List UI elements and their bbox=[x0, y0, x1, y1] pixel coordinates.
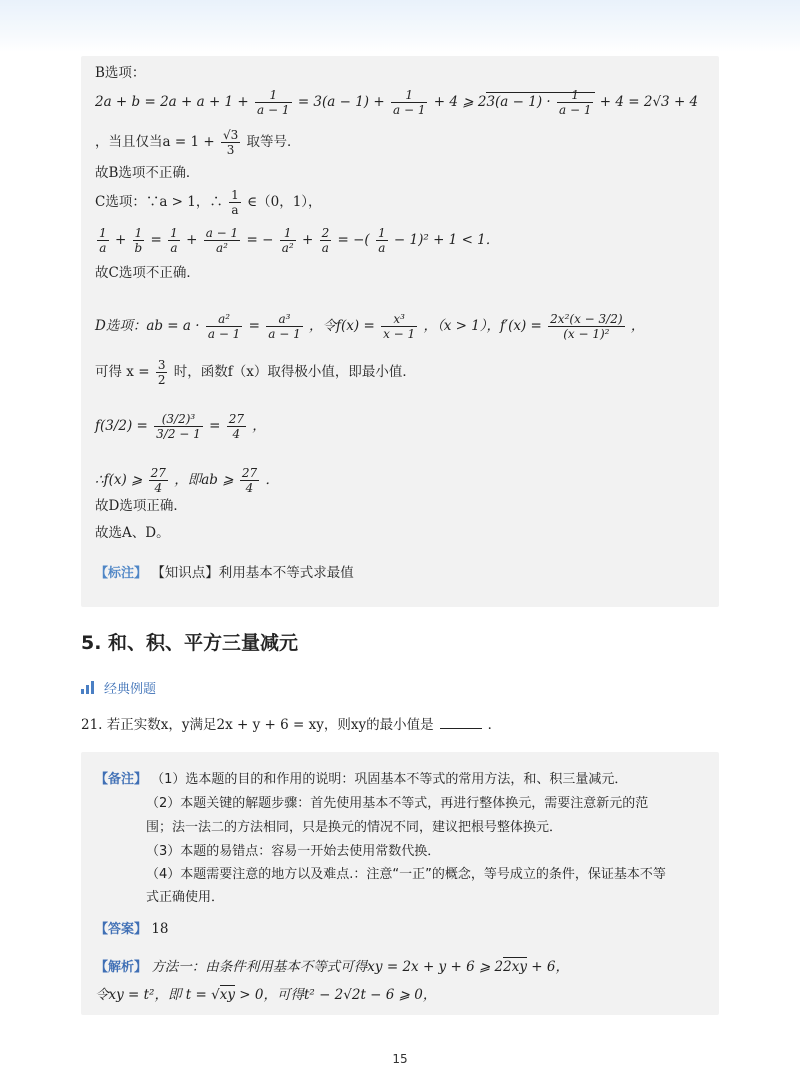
question-21: 21. 若正实数x，y满足2x + y + 6 = xy，则xy的最小值是 ． bbox=[81, 717, 502, 733]
subhead-label: 经典例题 bbox=[104, 682, 157, 697]
knowledge-note bbox=[95, 564, 354, 583]
fraction: $\frac{27}{4}$ bbox=[150, 466, 166, 495]
fraction: $\frac{2}{a}$ bbox=[321, 226, 330, 255]
fraction: $\frac{1}{a}$ bbox=[377, 226, 386, 255]
page-number: 15 bbox=[392, 1052, 408, 1066]
note-text: 【知识点】利用基本不等式求最值 bbox=[151, 565, 354, 581]
remarks-line: 【备注】 （1）选本题的目的和作用的说明：巩固基本不等式的常用方法，和、积三量减元． bbox=[95, 772, 628, 787]
option-d-line3: f(3/2) = $\frac{\text{(3/2)³}}{3/2 - 1}$ = $\frac{27}{4}$ ， bbox=[95, 412, 266, 441]
answer-value: 18 bbox=[151, 921, 169, 937]
final-choice: 故选A、D。 bbox=[95, 525, 170, 541]
fraction: $\frac{27}{4}$ bbox=[228, 412, 244, 441]
remarks-item: （2）本题关键的解题步骤：首先使用基本不等式，再进行整体换元，需要注意新元的范 bbox=[146, 796, 649, 811]
fraction: $\frac{1}{a}$ bbox=[99, 226, 107, 255]
bar-chart-icon bbox=[81, 681, 94, 694]
subhead bbox=[81, 678, 156, 697]
option-c-line2: $\frac{1}{a}$ + $\frac{1}{b}$ = $\frac{1}{a}$ + $\frac{a - 1}{\text{a²}}$ = − $\frac{1}{\text{a²}}$ + $\frac{2}{a}$ = −( $\frac{1}{a}$ − 1)² + 1 < 1． bbox=[99, 226, 500, 255]
option-d-line4: ∴f(x) ⩾ $\frac{27}{4}$ ，即ab ⩾ $\frac{27}{4}$ ． bbox=[95, 466, 279, 495]
fraction: $\frac{\text{2x²(x − 3/2)}}{\text{(x − 1)²}}$ bbox=[550, 312, 623, 341]
sqrt-expression: 3(a − 1) · $\frac{1}{a - 1}$ bbox=[486, 92, 595, 110]
fraction: $\frac{√3}{3}$ bbox=[222, 128, 239, 157]
fraction: $\frac{a - 1}{\text{a²}}$ bbox=[205, 226, 239, 255]
option-d-conclusion: 故D选项正确． bbox=[95, 498, 187, 514]
page-header-band bbox=[0, 0, 800, 52]
answer-line bbox=[95, 920, 169, 939]
analysis-line1: 【解析】 方法一：由条件利用基本不等式可得xy = 2x + y + 6 ⩾ 22xy + 6， bbox=[95, 959, 569, 975]
remarks-item: 式正确使用． bbox=[146, 890, 225, 905]
fraction: $\frac{1}{a - 1}$ bbox=[559, 88, 592, 117]
note-tag: 【标注】 bbox=[95, 566, 148, 581]
answer-tag: 【答案】 bbox=[95, 922, 148, 937]
remarks-item: 围；法一法二的方法相同，只是换元的情况不同，建议把根号整体换元． bbox=[146, 820, 563, 835]
fraction: $\frac{\text{x³}}{x - 1}$ bbox=[383, 312, 416, 341]
fraction: $\frac{27}{4}$ bbox=[241, 466, 258, 495]
sqrt-expression: 2xy bbox=[503, 959, 527, 975]
option-d-line2: 可得 x = $\frac{3}{2}$ 时，函数f（x）取得极小值，即最小值． bbox=[95, 358, 416, 387]
section-title: 5. 和、积、平方三量减元 bbox=[81, 632, 299, 654]
fraction: $\frac{1}{a}$ bbox=[170, 226, 178, 255]
option-c-line1: C选项：∵a > 1，∴ $\frac{1}{a}$ ∈（0，1）， bbox=[95, 188, 322, 217]
fraction: $\frac{1}{a - 1}$ bbox=[392, 88, 426, 117]
fraction: $\frac{1}{a}$ bbox=[231, 188, 239, 217]
fraction: $\frac{\text{(3/2)³}}{3/2 - 1}$ bbox=[156, 412, 201, 441]
sqrt-expression: xy bbox=[219, 987, 235, 1003]
option-c-conclusion: 故C选项不正确． bbox=[95, 265, 200, 281]
fraction: $\frac{\text{a²}}{a - 1}$ bbox=[207, 312, 241, 341]
fraction: $\frac{1}{\text{a²}}$ bbox=[281, 226, 294, 255]
analysis-tag: 【解析】 bbox=[95, 960, 148, 975]
fraction: $\frac{1}{a - 1}$ bbox=[257, 88, 290, 117]
option-b-line1: 2a + b = 2a + a + 1 + $\frac{1}{a - 1}$ = 3(a − 1) + $\frac{1}{a - 1}$ + 4 ⩾ 23(a − 1) · $\frac{1}{a - 1}$ + 4 = 2√3 + 4 bbox=[95, 88, 699, 117]
option-b-conclusion: 故B选项不正确． bbox=[95, 165, 200, 181]
question-number: 21. bbox=[81, 717, 103, 733]
analysis-line2: 令xy = t²，即 t = √xy > 0，可得t² − 2√2t − 6 ⩾ 0， bbox=[95, 987, 437, 1003]
option-b-line2: ，当且仅当a = 1 + $\frac{√3}{3}$ 取等号． bbox=[95, 128, 301, 157]
remarks-tag: 【备注】 bbox=[95, 772, 148, 787]
option-d-line1: D选项：ab = a · $\frac{\text{a²}}{a - 1}$ = $\frac{\text{a³}}{a - 1}$ ，令f(x) = $\frac{\text{x³}}{x - 1}$ ，（x > 1），f′(x) = $\frac{\text{2x²(x − 3/2)}}{\text{(x − 1)²}}$ ， bbox=[95, 312, 645, 341]
fraction: $\frac{3}{2}$ bbox=[157, 358, 166, 387]
option-b-heading: B选项： bbox=[95, 65, 146, 81]
fraction: $\frac{\text{a³}}{a - 1}$ bbox=[268, 312, 301, 341]
remarks-item: （4）本题需要注意的地方以及难点.：注意“一正”的概念，等号成立的条件，保证基本不等 bbox=[146, 867, 666, 882]
question-text: 若正实数x，y满足2x + y + 6 = xy，则xy的最小值是 bbox=[106, 717, 434, 733]
answer-blank bbox=[440, 717, 482, 729]
remarks-item: （3）本题的易错点：容易一开始去使用常数代换． bbox=[146, 844, 441, 859]
fraction: $\frac{1}{b}$ bbox=[134, 226, 143, 255]
